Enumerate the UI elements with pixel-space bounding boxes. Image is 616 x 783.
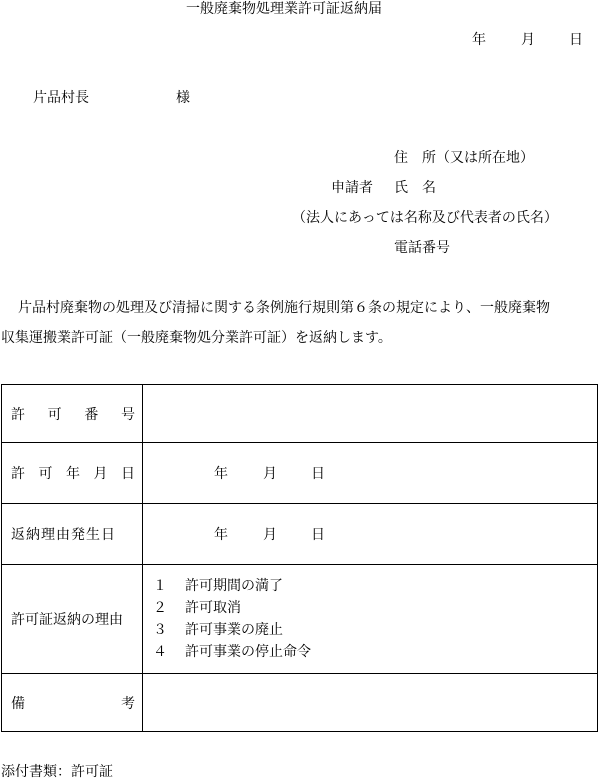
permit-number-label: [2, 385, 143, 443]
label-char: 備: [11, 695, 25, 712]
addressee-honorific: 様: [176, 90, 190, 106]
header-date-month: 月: [521, 32, 535, 48]
label-char: 日: [121, 466, 135, 482]
body-text-line-2: 収集運搬業許可証（一般廃棄物処分業許可証）を返納します。: [1, 330, 392, 346]
reason-label: [2, 565, 143, 674]
label-char: 月: [93, 466, 108, 482]
return-date-label-text: 返納理由発生日: [11, 527, 116, 543]
row-return-reason: [2, 565, 598, 674]
document-title: 一般廃棄物処理業許可証返納届: [186, 1, 382, 17]
label-char: 番: [84, 406, 99, 423]
reason-option[interactable]: [153, 597, 597, 619]
reason-number: ３: [153, 622, 167, 638]
reason-number: ４: [153, 644, 167, 660]
label-char: 許: [11, 406, 25, 423]
row-permit-number: [2, 385, 598, 443]
body-text-line-1: 片品村廃棄物の処理及び清掃に関する条例施行規則第６条の規定により、一般廃棄物: [18, 300, 550, 316]
header-date-year: 年: [472, 32, 486, 48]
remarks-field[interactable]: [143, 674, 598, 732]
label-char: 年: [66, 466, 80, 482]
header-date-day: 日: [569, 32, 583, 48]
permit-date-day: 日: [311, 466, 325, 482]
remarks-label: [2, 674, 143, 732]
label-char: 可: [38, 466, 53, 482]
permit-number-field[interactable]: [143, 385, 598, 443]
reason-options[interactable]: [143, 565, 598, 674]
reason-number: ２: [153, 600, 167, 616]
row-return-date: [2, 504, 598, 565]
permit-date-year: 年: [214, 466, 228, 482]
permit-date-label: [2, 443, 143, 504]
reason-text: 許可事業の停止命令: [185, 644, 311, 660]
reason-option[interactable]: [153, 619, 597, 641]
return-date-day: 日: [311, 527, 325, 543]
label-char: 許: [11, 466, 25, 482]
phone-label: 電話番号: [394, 240, 450, 256]
return-date-month: 月: [263, 527, 277, 543]
return-date-field[interactable]: [143, 504, 598, 565]
corporate-note: （法人にあっては名称及び代表者の氏名）: [292, 210, 558, 226]
attachment-note: 添付書類：許可証: [1, 764, 113, 780]
name-label: 氏 名: [394, 180, 436, 196]
reason-option[interactable]: [153, 575, 597, 597]
label-char: 可: [47, 406, 62, 423]
reason-option[interactable]: [153, 641, 597, 663]
reason-text: 許可事業の廃止: [185, 622, 283, 638]
permit-date-field[interactable]: [143, 443, 598, 504]
label-char: 考: [121, 695, 135, 712]
label-char: 号: [120, 406, 135, 423]
permit-date-month: 月: [263, 466, 277, 482]
reason-text: 許可取消: [185, 600, 241, 616]
row-remarks: [2, 674, 598, 732]
applicant-label: 申請者: [331, 180, 373, 196]
reason-number: １: [153, 578, 167, 594]
reason-text: 許可期間の満了: [185, 578, 283, 594]
return-date-year: 年: [214, 527, 228, 543]
address-label: 住 所（又は所在地）: [394, 150, 534, 166]
row-permit-date: [2, 443, 598, 504]
reason-label-text: 許可証返納の理由: [11, 612, 123, 628]
addressee-name: 片品村長: [33, 90, 89, 106]
return-date-label: [2, 504, 143, 565]
return-form-table: [1, 384, 598, 732]
